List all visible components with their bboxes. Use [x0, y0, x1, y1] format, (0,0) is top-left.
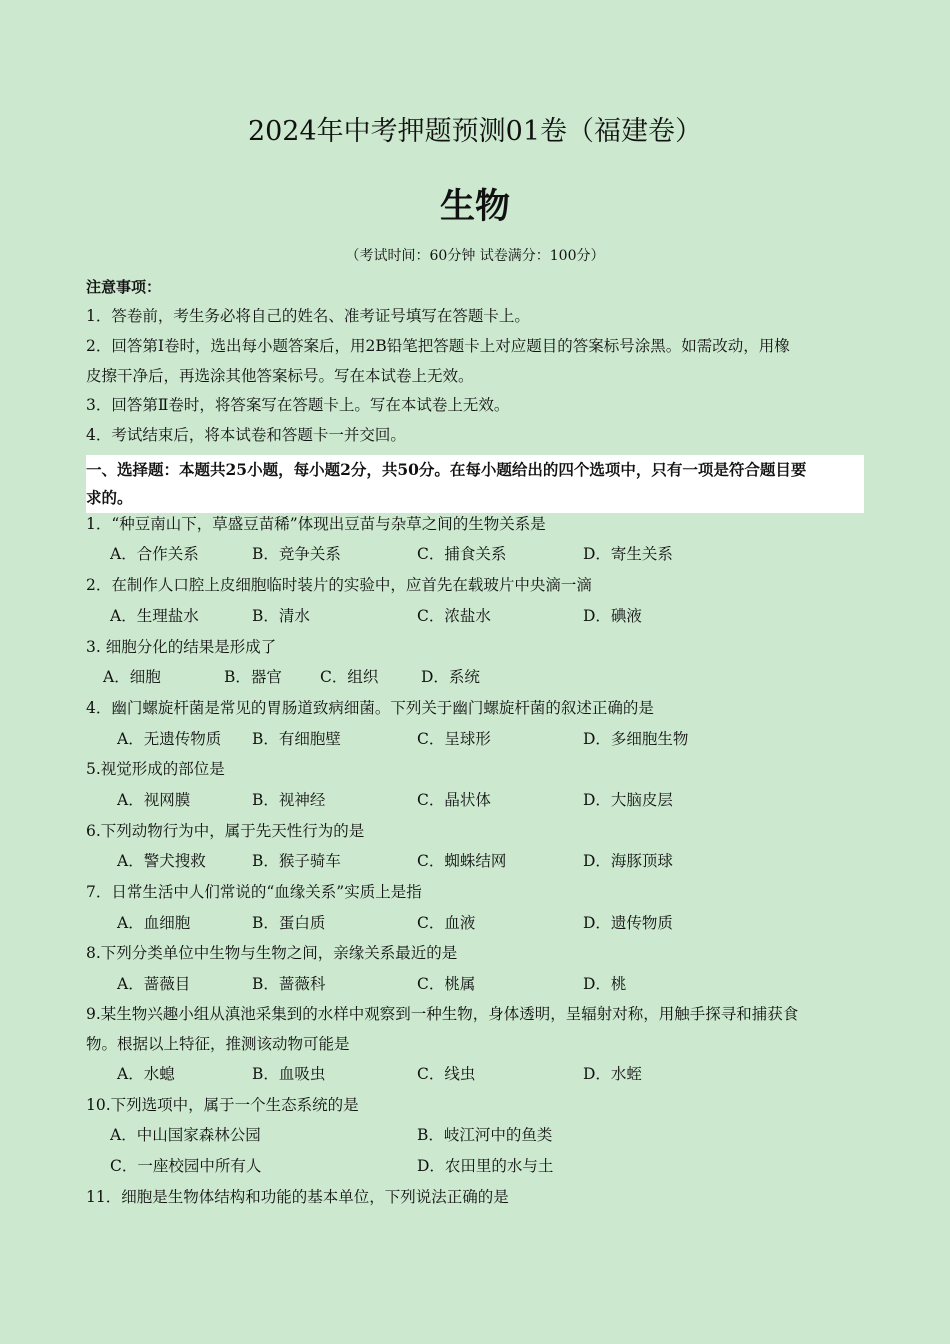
- option-d: D．海豚顶球: [583, 852, 673, 870]
- option-a: A．血细胞: [117, 914, 191, 932]
- notice-title: 注意事项：: [86, 278, 162, 296]
- option-d: D．碘液: [583, 607, 642, 625]
- option-c: C．桃属: [417, 975, 476, 993]
- section-heading-line: 求的。: [86, 488, 133, 507]
- option-a: A．视网膜: [117, 791, 191, 809]
- question-stem-continued: 物。根据以上特征，推测该动物可能是: [86, 1035, 350, 1053]
- notice-item: 皮擦干净后，再选涂其他答案标号。写在本试卷上无效。: [86, 367, 474, 385]
- option-c: C．浓盐水: [417, 607, 491, 625]
- option-a: A．生理盐水: [110, 607, 199, 625]
- option-c: C．血液: [417, 914, 476, 932]
- option-c: C．组织: [320, 668, 379, 686]
- exam-title: 2024年中考押题预测01卷（福建卷）: [247, 116, 703, 147]
- option-a: A．合作关系: [110, 545, 199, 563]
- section-heading-line: 一、选择题：本题共25小题，每小题2分，共50分。在每小题给出的四个选项中，只有一项是符合题目要: [86, 460, 807, 479]
- question-stem: 3. 细胞分化的结果是形成了: [86, 638, 277, 656]
- question-stem: 11．细胞是生物体结构和功能的基本单位，下列说法正确的是: [86, 1188, 509, 1206]
- option-d: D．农田里的水与土: [417, 1157, 554, 1175]
- notice-item: 1．答卷前，考生务必将自己的姓名、准考证号填写在答题卡上。: [86, 307, 530, 325]
- option-a: A．中山国家森林公园: [110, 1126, 261, 1144]
- option-a: A．蔷薇目: [117, 975, 191, 993]
- option-d: D．多细胞生物: [583, 730, 689, 748]
- option-b: B．血吸虫: [252, 1065, 326, 1083]
- option-c: C．蜘蛛结网: [417, 852, 507, 870]
- question-stem: 5.视觉形成的部位是: [86, 760, 225, 778]
- option-d: D．系统: [421, 668, 480, 686]
- option-b: B．器官: [224, 668, 282, 686]
- option-d: D．水蛭: [583, 1065, 642, 1083]
- option-a: A．警犬搜救: [117, 852, 206, 870]
- option-c: C．晶状体: [417, 791, 491, 809]
- notice-item: 2．回答第Ⅰ卷时，选出每小题答案后，用2B铅笔把答题卡上对应题目的答案标号涂黑。如需改动，用橡: [86, 337, 790, 355]
- option-b: B．竞争关系: [252, 545, 341, 563]
- option-b: B．视神经: [252, 791, 326, 809]
- question-stem: 1．“种豆南山下，草盛豆苗稀”体现出豆苗与杂草之间的生物关系是: [86, 515, 546, 533]
- option-b: B．蔷薇科: [252, 975, 326, 993]
- option-b: B．有细胞壁: [252, 730, 341, 748]
- option-c: C．线虫: [417, 1065, 476, 1083]
- option-d: D．寄生关系: [583, 545, 673, 563]
- option-a: A．细胞: [103, 668, 161, 686]
- section-heading: [86, 455, 864, 513]
- option-b: B．清水: [252, 607, 310, 625]
- question-stem: 9.某生物兴趣小组从滇池采集到的水样中观察到一种生物，身体透明，呈辐射对称，用触手探寻和捕获食: [86, 1005, 799, 1023]
- question-stem: 6.下列动物行为中，属于先天性行为的是: [86, 822, 365, 840]
- subject-title: 生物: [439, 186, 510, 227]
- notice-item: 3．回答第Ⅱ卷时，将答案写在答题卡上。写在本试卷上无效。: [86, 396, 510, 414]
- option-b: B．蛋白质: [252, 914, 326, 932]
- option-c: C．一座校园中所有人: [110, 1157, 262, 1175]
- option-c: C．捕食关系: [417, 545, 507, 563]
- exam-info: （考试时间：60分钟 试卷满分：100分）: [345, 248, 605, 264]
- option-d: D．大脑皮层: [583, 791, 673, 809]
- question-stem: 8.下列分类单位中生物与生物之间，亲缘关系最近的是: [86, 944, 458, 962]
- option-a: A．水螅: [117, 1065, 175, 1083]
- question-stem: 2．在制作人口腔上皮细胞临时装片的实验中，应首先在载玻片中央滴一滴: [86, 576, 592, 594]
- option-d: D．桃: [583, 975, 627, 993]
- option-b: B．岐江河中的鱼类: [417, 1126, 553, 1144]
- question-stem: 4．幽门螺旋杆菌是常见的胃肠道致病细菌。下列关于幽门螺旋杆菌的叙述正确的是: [86, 699, 654, 717]
- notice-item: 4．考试结束后，将本试卷和答题卡一并交回。: [86, 426, 406, 444]
- option-a: A．无遗传物质: [117, 730, 222, 748]
- question-stem: 7．日常生活中人们常说的“血缘关系”实质上是指: [86, 883, 422, 901]
- option-b: B．猴子骑车: [252, 852, 341, 870]
- question-stem: 10.下列选项中，属于一个生态系统的是: [86, 1096, 359, 1114]
- option-c: C．呈球形: [417, 730, 491, 748]
- option-d: D．遗传物质: [583, 914, 673, 932]
